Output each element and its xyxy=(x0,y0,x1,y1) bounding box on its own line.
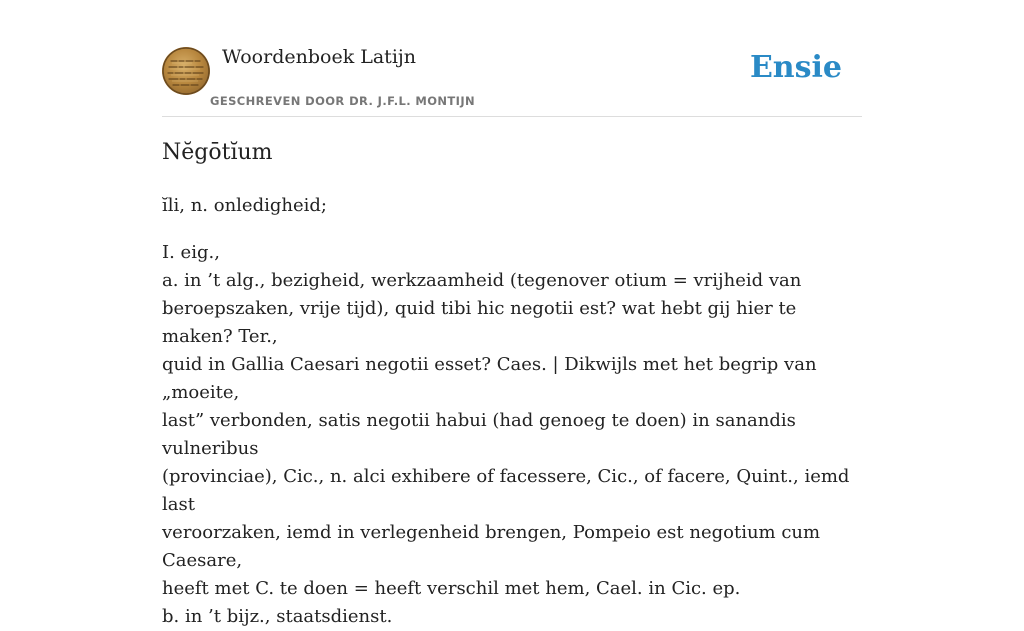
definition-line: last” verbonden, satis negotii habui (had genoeg te doen) in sanandis vulneribus xyxy=(162,410,796,459)
definition-line: (provinciae), Cic., n. alci exhibere of facessere, Cic., of facere, Quint., iemd last xyxy=(162,466,850,515)
definition-line: heeft met C. te doen = heeft verschil met hem, Cael. in Cic. ep. xyxy=(162,578,741,599)
definition-line: veroorzaken, iemd in verlegenheid brengen, Pompeio est negotium cum Caesare, xyxy=(162,522,821,571)
entry-grammar: ĭli, n. onledigheid; xyxy=(162,195,327,216)
coin-inscription-icon[interactable] xyxy=(162,47,210,95)
definition-line: I. eig., xyxy=(162,242,220,263)
definition-line: quid in Gallia Caesari negotii esset? Caes. | Dikwijls met het begrip van „moeite, xyxy=(162,354,817,403)
article-container xyxy=(162,0,862,627)
dictionary-title[interactable]: Woordenboek Latijn xyxy=(222,46,417,68)
definition-line: b. in ’t bijz., staatsdienst. xyxy=(162,606,393,627)
author-line[interactable]: GESCHREVEN DOOR DR. J.F.L. MONTIJN xyxy=(210,94,476,108)
definition-line: beroepszaken, vrije tijd), quid tibi hic negotii est? wat hebt gij hier te maken? Ter., xyxy=(162,298,797,347)
definition-line: a. in ’t alg., bezigheid, werkzaamheid (tegenover otium = vrijheid van xyxy=(162,270,802,291)
entry-headword: Nĕgōtĭum xyxy=(162,140,273,165)
entry-definition xyxy=(162,239,862,631)
brand-logo-link[interactable]: Ensie xyxy=(749,50,842,85)
article-header xyxy=(162,0,862,117)
